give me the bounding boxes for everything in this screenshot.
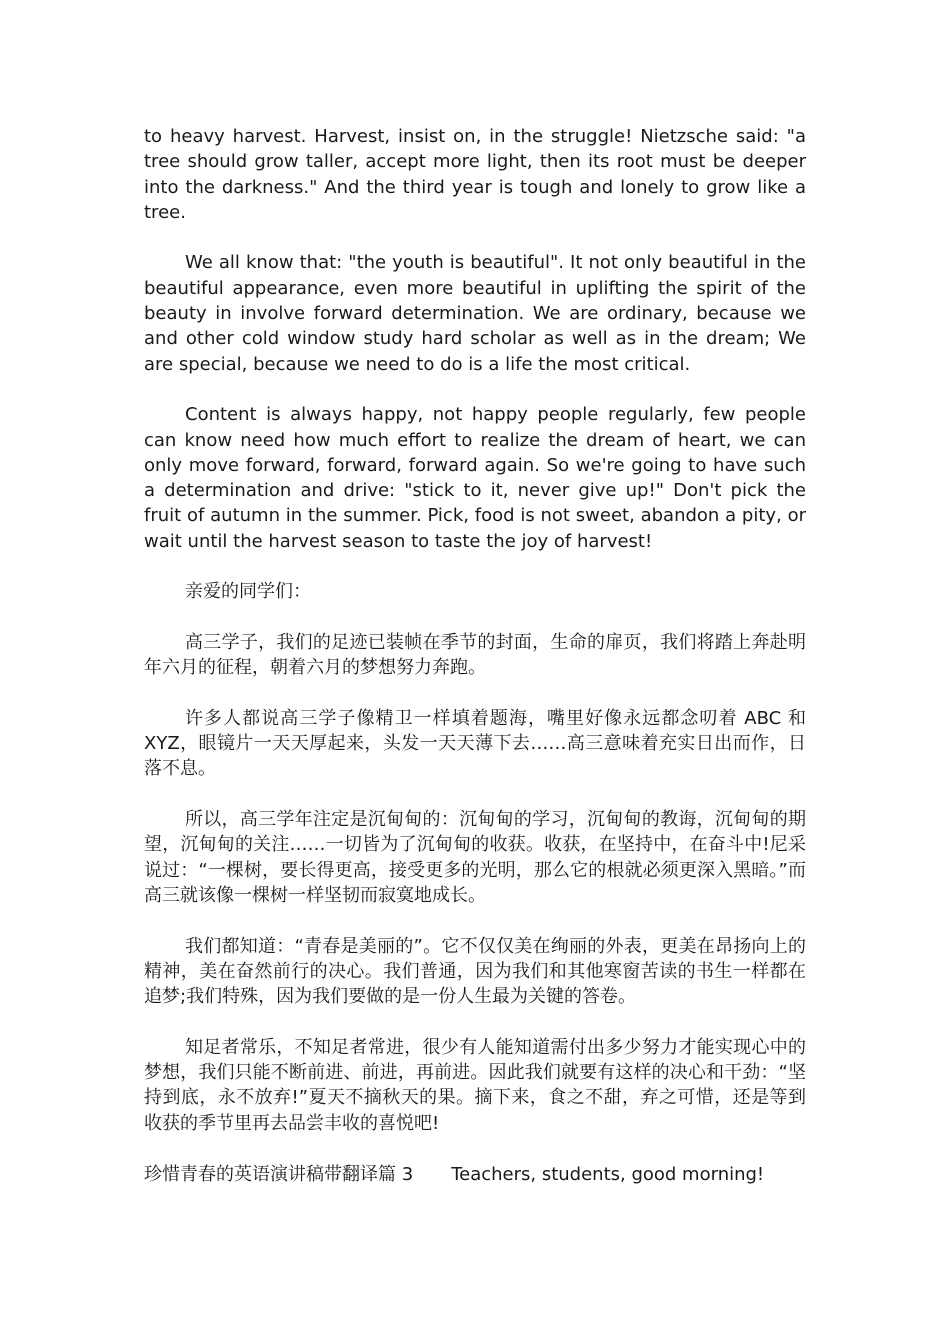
paragraph-english-1: to heavy harvest. Harvest, insist on, in the struggle! Nietzsche said: "a tree should grow taller, accept more light, then its root must be deeper into the darkness." And the third year is tough and lonely to grow like a tree. [144,126,806,223]
paragraph-chinese-4: 我们都知道：“青春是美丽的”。它不仅仅美在绚丽的外表，更美在昂扬向上的精神，美在奋然前行的决心。我们普通，因为我们和其他寒窗苦读的书生一样都在追梦;我们特殊，因为我们要做的是一份人生最为关键的答卷。 [144,935,806,1008]
greeting-text: Teachers, students, good morning! [451,1164,765,1185]
paragraph-chinese-1: 高三学子，我们的足迹已装帧在季节的封面，生命的扉页，我们将踏上奔赴明年六月的征程，朝着六月的梦想努力奔跑。 [144,631,806,679]
paragraph-english-2: We all know that: "the youth is beautiful". It not only beautiful in the beautiful appearance, even more beautiful in uplifting the spirit of the beauty in involve forward determination. We are ordinary, because we and other cold window study hard scholar as well as in the dream; We are special, because we need to do is a life the most critical. [144,252,806,375]
paragraph-chinese-2: 许多人都说高三学子像精卫一样填着题海，嘴里好像永远都念叨着 ABC 和 XYZ，眼镜片一天天厚起来，头发一天天薄下去……高三意味着充实日出而作，日落不息。 [144,707,806,780]
paragraph-chinese-3: 所以，高三学年注定是沉甸甸的：沉甸甸的学习，沉甸甸的教诲，沉甸甸的期望，沉甸甸的关注……一切皆为了沉甸甸的收获。收获，在坚持中，在奋斗中!尼采说过：“一棵树，要长得更高，接受更多的光明，那么它的根就必须更深入黑暗。”而高三就该像一棵树一样坚韧而寂寞地成长。 [144,809,806,906]
salutation: 亲爱的同学们： [185,581,311,603]
paragraph-chinese-5: 知足者常乐，不知足者常进，很少有人能知道需付出多少努力才能实现心中的梦想，我们只能不断前进、前进，再前进。因此我们就要有这样的决心和干劲：“坚持到底，永不放弃!”夏天不摘秋天的果。摘下来，食之不甜，弃之可惜，还是等到收获的季节里再去品尝丰收的喜悦吧! [144,1036,806,1134]
paragraph-english-3: Content is always happy, not happy people regularly, few people can know need how much effort to realize the dream of heart, we can only move forward, forward, forward again. So we're going to have such a determination and drive: "stick to it, never give up!" Don't pick the fruit of autumn in the summer. Pick, food is not sweet, abandon a pity, or wait until the harvest season to taste the joy of harvest! [144,404,806,552]
section-heading: 珍惜青春的英语演讲稿带翻译篇 3 [144,1164,414,1185]
document-body [144,124,806,1161]
section-heading-line [144,1162,806,1187]
